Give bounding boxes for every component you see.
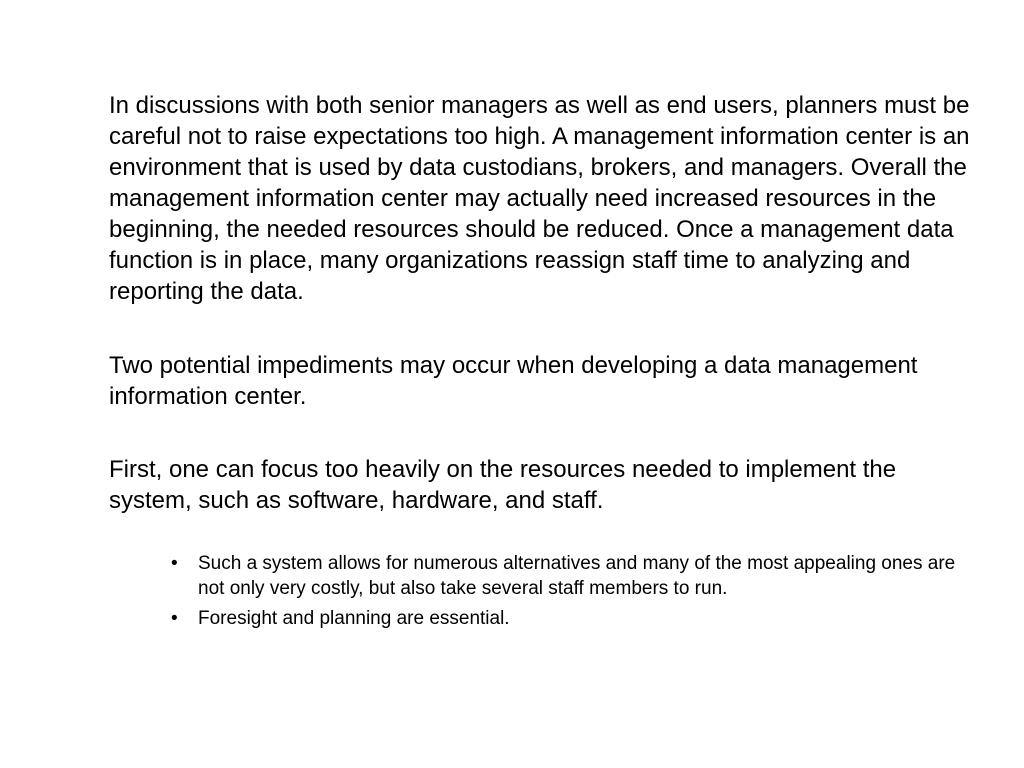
bullet-icon: •	[171, 608, 178, 629]
bullet-text: Such a system allows for numerous alternatives and many of the most appealing ones are not only very costly, but also take several staff members to run.	[198, 553, 956, 599]
bullet-text: Foresight and planning are essential.	[198, 608, 510, 629]
bullet-list	[109, 552, 979, 632]
bullet-icon: •	[171, 553, 178, 574]
bullet-item	[171, 607, 979, 632]
slide-content	[109, 90, 979, 638]
paragraph-intro: In discussions with both senior managers as well as end users, planners must be careful not to raise expectations too high. A management information center is an environment that is used by data custodians, brokers, and managers. Overall the management information center may actually need increased resources in the beginning, the needed resources should be reduced. Once a management data function is in place, many organizations reassign staff time to analyzing and reporting the data.	[109, 92, 970, 305]
bullet-item	[171, 552, 979, 601]
paragraph-impediments: Two potential impediments may occur when developing a data management information center.	[109, 352, 918, 410]
paragraph-first-impediment: First, one can focus too heavily on the resources needed to implement the system, such as software, hardware, and staff.	[109, 456, 897, 514]
